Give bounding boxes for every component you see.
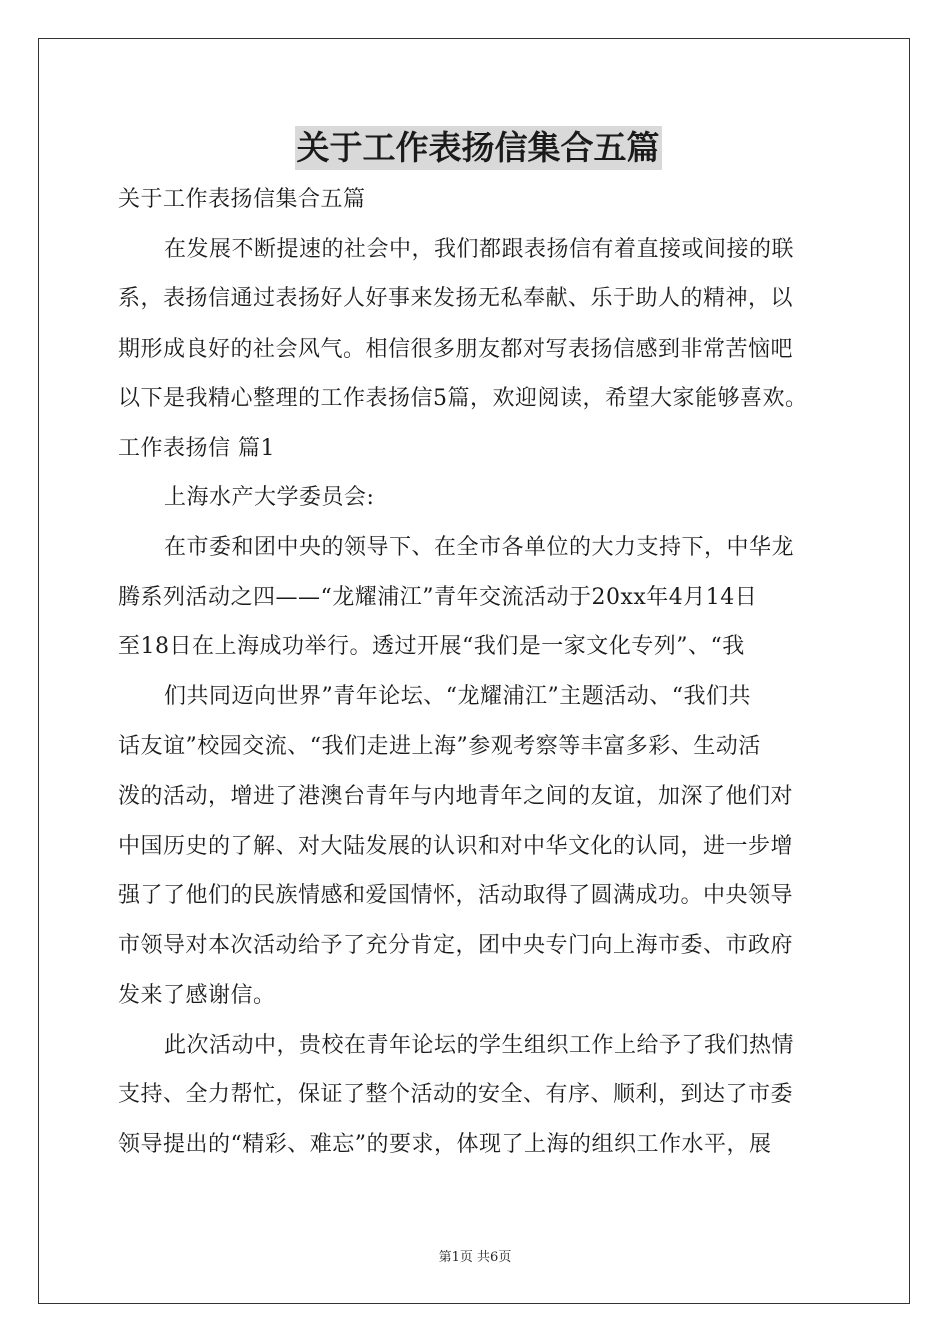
text-line-19: 领导提出的“精彩、难忘”的要求，体现了上海的组织工作水平，展	[118, 1132, 772, 1157]
text-line-14: 强了了他们的民族情感和爱国情怀，活动取得了圆满成功。中央领导	[118, 883, 794, 908]
document-title: 关于工作表扬信集合五篇	[295, 126, 662, 170]
text-line-10: 们共同迈向世界”青年论坛、“龙耀浦江”主题活动、“我们共	[164, 684, 751, 709]
text-line-15: 市领导对本次活动给予了充分肯定，团中央专门向上海市委、市政府	[118, 933, 794, 958]
text-line-9: 至18日在上海成功举行。透过开展“我们是一家文化专列”、“我	[118, 634, 745, 659]
page-border	[38, 38, 910, 1304]
text-line-11: 话友谊”校园交流、“我们走进上海”参观考察等丰富多彩、生动活	[118, 734, 761, 759]
page-number-footer: 第1页 共6页	[438, 1250, 512, 1265]
text-line-12: 泼的活动，增进了港澳台青年与内地青年之间的友谊，加深了他们对	[118, 784, 794, 809]
text-line-6: 上海水产大学委员会:	[164, 485, 375, 510]
text-line-5: 工作表扬信 篇1	[118, 436, 275, 461]
text-line-13: 中国历史的了解、对大陆发展的认识和对中华文化的认同，进一步增	[118, 834, 794, 859]
title-container	[118, 126, 838, 170]
text-line-0: 关于工作表扬信集合五篇	[118, 187, 366, 212]
text-line-17: 此次活动中，贵校在青年论坛的学生组织工作上给予了我们热情	[164, 1033, 795, 1058]
text-line-3: 期形成良好的社会风气。相信很多朋友都对写表扬信感到非常苦恼吧	[118, 337, 794, 362]
text-line-4: 以下是我精心整理的工作表扬信5篇，欢迎阅读，希望大家能够喜欢。	[118, 386, 808, 411]
text-line-18: 支持、全力帮忙，保证了整个活动的安全、有序、顺利，到达了市委	[118, 1082, 794, 1107]
text-line-1: 在发展不断提速的社会中，我们都跟表扬信有着直接或间接的联	[164, 237, 795, 262]
text-line-16: 发来了感谢信。	[118, 983, 276, 1008]
text-line-8: 腾系列活动之四——“龙耀浦江”青年交流活动于20xx年4月14日	[118, 585, 758, 610]
text-line-2: 系，表扬信通过表扬好人好事来发扬无私奉献、乐于助人的精神，以	[118, 286, 794, 311]
text-line-7: 在市委和团中央的领导下、在全市各单位的大力支持下，中华龙	[164, 535, 795, 560]
